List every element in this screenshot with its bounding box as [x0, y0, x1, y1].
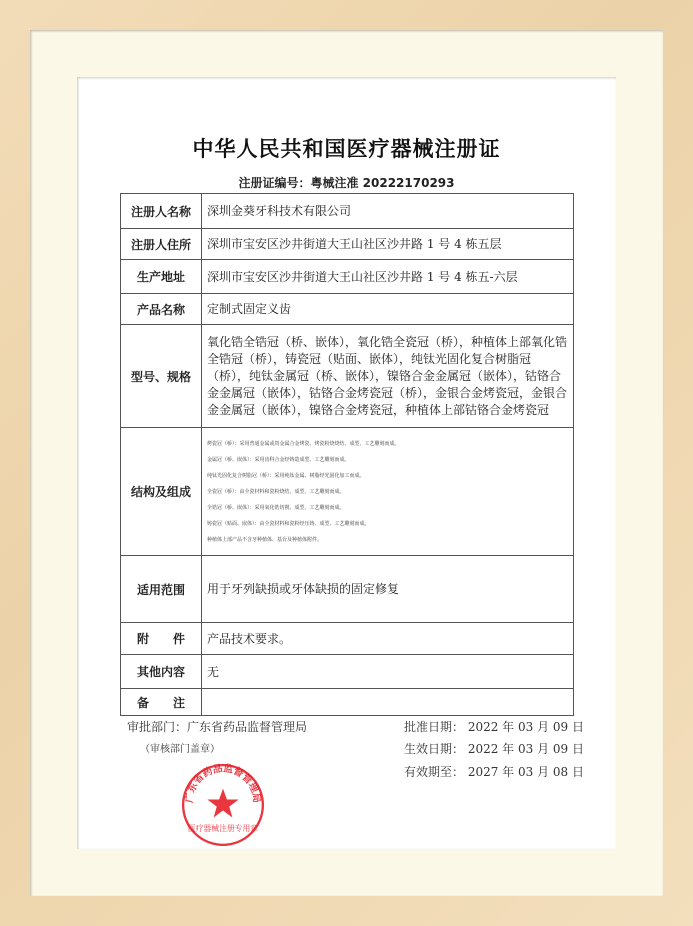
value: 氧化锆全锆冠（桥、嵌体），氧化锆全瓷冠（桥），种植体上部氧化锆全锆冠（桥），铸瓷冠（贴面、嵌体），纯钛光固化复合树脂冠（桥），纯钛金属冠（桥、嵌体），镍铬合金金属冠（嵌体），钴铬合金金属冠（嵌体），钴铬合金烤瓷冠（桥），金银合金烤瓷冠，金银合金金属冠（嵌体），镍铬合金烤瓷冠，种植体上部钴铬合金烤瓷冠	[202, 325, 574, 428]
value: 深圳市宝安区沙井街道大王山社区沙井路 1 号 4 栋五-六层	[202, 260, 574, 294]
expiry-date: 有效期至： 2027 年 03 月 08 日	[404, 765, 584, 779]
row-other	[121, 655, 574, 689]
effective-date: 生效日期： 2022 年 03 月 09 日	[404, 742, 584, 756]
svg-text:医疗器械注册专用章: 医疗器械注册专用章	[187, 823, 259, 833]
approval-department: 审批部门：广东省药品监督管理局	[127, 720, 308, 734]
label: 适用范围	[121, 556, 202, 623]
row-attachment	[121, 623, 574, 655]
row-scope	[121, 556, 574, 623]
structure-line: 烤瓷冠（桥）：采用普通金属或贵金属合金烤瓷、烤瓷粉烧烧结、成型、工艺雕刻而成。	[207, 440, 400, 447]
row-product-name	[121, 294, 574, 325]
registration-number: 注册证编号：粤械注准 20222170293	[238, 176, 455, 190]
official-seal-stamp	[180, 762, 266, 848]
value	[202, 428, 574, 556]
value: 用于牙列缺损或牙体缺损的固定修复	[202, 556, 574, 623]
value: 深圳金葵牙科技术有限公司	[202, 194, 574, 229]
label: 生产地址	[121, 260, 202, 294]
row-remarks	[121, 689, 574, 716]
label: 备 注	[121, 689, 202, 716]
approval-date: 批准日期： 2022 年 03 月 09 日	[404, 720, 584, 734]
value	[202, 689, 574, 716]
certificate-title: 中华人民共和国医疗器械注册证	[192, 137, 501, 161]
structure-line: 纯钛光固化复合树脂冠（桥）：采用纯钛金属、树脂经光固化加工而成。	[207, 472, 365, 479]
structure-line: 种植体上部产品不含牙种植体、基台及种植体附件。	[207, 536, 323, 543]
row-registrant-name	[121, 194, 574, 229]
svg-text:广东省药品监督管理局: 广东省药品监督管理局	[184, 763, 262, 804]
label: 附 件	[121, 623, 202, 655]
value: 产品技术要求。	[202, 623, 574, 655]
value: 深圳市宝安区沙井街道大王山社区沙井路 1 号 4 栋五层	[202, 229, 574, 260]
row-registrant-address	[121, 229, 574, 260]
label: 注册人名称	[121, 194, 202, 229]
label: 产品名称	[121, 294, 202, 325]
certificate-table	[120, 193, 574, 716]
structure-line: 全瓷冠（桥）：由全瓷材料和瓷粉烧结、成型、工艺雕刻而成。	[207, 488, 345, 495]
row-production-address	[121, 260, 574, 294]
label: 型号、规格	[121, 325, 202, 428]
star-icon	[207, 789, 238, 818]
row-structure	[121, 428, 574, 556]
structure-line: 金属冠（桥、嵌体）：采用齿科合金经铸造成型、工艺雕刻而成。	[207, 456, 350, 463]
value: 无	[202, 655, 574, 689]
label: 结构及组成	[121, 428, 202, 556]
value: 定制式固定义齿	[202, 294, 574, 325]
label: 其他内容	[121, 655, 202, 689]
row-models	[121, 325, 574, 428]
structure-line: 全锆冠（桥、嵌体）：采用氧化锆切削、成型、工艺雕刻而成。	[207, 504, 345, 511]
seal-note: （审核部门盖章）	[140, 744, 220, 755]
structure-line: 铸瓷冠（贴面、嵌体）：由全瓷材料和瓷粉经压铸、成型、工艺雕刻而成。	[207, 520, 370, 527]
label: 注册人住所	[121, 229, 202, 260]
